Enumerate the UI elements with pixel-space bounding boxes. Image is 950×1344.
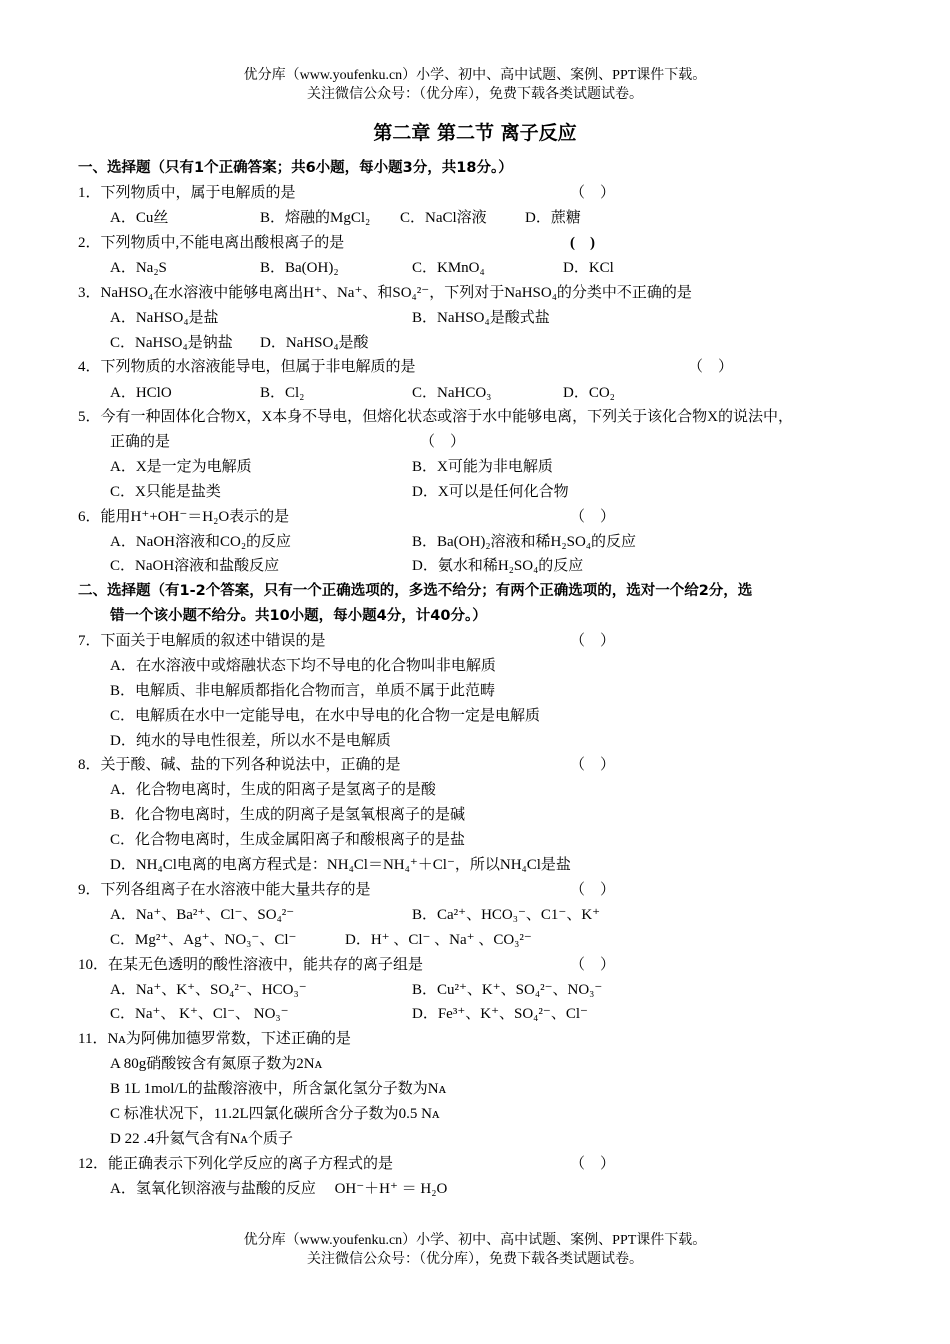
- question-5-cont: 正确的是: [110, 434, 171, 450]
- question-5: 5．今有一种固体化合物X，X本身不导电，但熔化状态或溶于水中能够电离，下列关于该化合物X的说法中，: [78, 409, 794, 425]
- q4-option-d: D．CO₂: [563, 385, 615, 401]
- q9-option-b: B．Ca²⁺、HCO₃⁻、C1⁻、K⁺: [412, 907, 601, 923]
- answer-bracket-4: （ ）: [688, 359, 734, 375]
- question-4: 4．下列物质的水溶液能导电，但属于非电解质的是: [78, 359, 416, 375]
- q10-option-c: C．Na⁺、 K⁺、Cl⁻、 NO₃⁻: [110, 1006, 289, 1022]
- q7-option-b: B．电解质、非电解质都指化合物而言，单质不属于此范畴: [110, 683, 496, 699]
- answer-bracket-1: （ ）: [570, 185, 616, 201]
- question-7: 7．下面关于电解质的叙述中错误的是: [78, 633, 326, 649]
- q8-option-b: B．化合物电离时，生成的阴离子是氢氧根离子的是碱: [110, 807, 466, 823]
- q11-option-d: D 22 .4升氦气含有Nᴀ个质子: [110, 1131, 293, 1147]
- question-1: 1．下列物质中，属于电解质的是: [78, 185, 296, 201]
- answer-bracket-5: （ ）: [420, 434, 466, 450]
- question-8: 8．关于酸、碱、盐的下列各种说法中，正确的是: [78, 757, 401, 773]
- q10-option-b: B．Cu²⁺、K⁺、SO₄²⁻、NO₃⁻: [412, 982, 603, 998]
- footer-line-2: 关注微信公众号：（优分库），免费下载各类试题试卷。: [307, 1252, 643, 1267]
- question-12: 12．能正确表示下列化学反应的离子方程式的是: [78, 1156, 394, 1172]
- answer-bracket-9: （ ）: [570, 882, 616, 898]
- q10-option-d: D．Fe³⁺、K⁺、SO₄²⁻、Cl⁻: [412, 1006, 588, 1022]
- answer-bracket-10: （ ）: [570, 957, 616, 973]
- q3-option-a: A．NaHSO₄是盐: [110, 310, 219, 326]
- q10-option-a: A．Na⁺、K⁺、SO₄²⁻、HCO₃⁻: [110, 982, 307, 998]
- q7-option-d: D．纯水的导电性很差，所以水不是电解质: [110, 733, 391, 749]
- q4-option-c: C．NaHCO₃: [412, 385, 492, 401]
- question-10: 10．在某无色透明的酸性溶液中，能共存的离子组是: [78, 957, 424, 973]
- footer-line-1: 优分库（www.youfenku.cn）小学、初中、高中试题、案例、PPT课件下载。: [243, 1233, 707, 1248]
- q6-option-b: B．Ba(OH)₂溶液和稀H₂SO₄的反应: [412, 534, 637, 550]
- q9-option-a: A．Na⁺、Ba²⁺、Cl⁻、SO₄²⁻: [110, 907, 295, 923]
- q2-option-c: C．KMnO₄: [412, 260, 485, 276]
- q1-option-d: D．蔗糖: [525, 210, 581, 226]
- q1-option-c: C．NaCl溶液: [400, 210, 487, 226]
- q11-option-a: A 80g硝酸铵含有氮原子数为2Nᴀ: [110, 1056, 323, 1072]
- q7-option-c: C．电解质在水中一定能导电，在水中导电的化合物一定是电解质: [110, 708, 541, 724]
- section-2-heading-line-1: 二、选择题（有1-2个答案，只有一个正确选项的，多选不给分；有两个正确选项的，选对一个给2分，选: [78, 583, 753, 599]
- q8-option-c: C．化合物电离时，生成金属阳离子和酸根离子的是盐: [110, 832, 466, 848]
- q11-option-b: B 1L 1mol/L的盐酸溶液中，所含氯化氢分子数为Nᴀ: [110, 1081, 447, 1097]
- section-2-heading-line-2: 错一个该小题不给分。共10小题，每小题4分，计40分。）: [110, 608, 487, 624]
- q4-option-b: B．Cl₂: [260, 385, 305, 401]
- q5-option-b: B．X可能为非电解质: [412, 459, 553, 475]
- answer-bracket-8: （ ）: [570, 757, 616, 773]
- q11-option-c: C 标准状况下，11.2L四氯化碳所含分子数为0.5 Nᴀ: [110, 1106, 440, 1122]
- q3-option-b: B．NaHSO₄是酸式盐: [412, 310, 550, 326]
- answer-bracket-2: ( ): [570, 235, 595, 251]
- q2-option-b: B．Ba(OH)₂: [260, 260, 339, 276]
- q1-option-b: B．熔融的MgCl₂: [260, 210, 371, 226]
- question-11: 11．Nᴀ为阿佛加德罗常数，下述正确的是: [78, 1031, 351, 1047]
- header-line-2: 关注微信公众号：（优分库），免费下载各类试题试卷。: [307, 87, 643, 102]
- answer-bracket-6: （ ）: [570, 509, 616, 525]
- section-1-heading: 一、选择题（只有1个正确答案；共6小题，每小题3分，共18分。）: [78, 160, 513, 176]
- answer-bracket-12: （ ）: [570, 1156, 616, 1172]
- page-title: 第二章 第二节 离子反应: [373, 122, 577, 144]
- q5-option-a: A．X是一定为电解质: [110, 459, 252, 475]
- q9-option-d: D．H⁺ 、Cl⁻ 、Na⁺ 、CO₃²⁻: [345, 932, 532, 948]
- q8-option-d: D．NH₄Cl电离的电离方程式是：NH₄Cl＝NH₄⁺＋Cl⁻，所以NH₄Cl是盐: [110, 857, 571, 873]
- q5-option-d: D．X可以是任何化合物: [412, 484, 569, 500]
- q8-option-a: A．化合物电离时，生成的阳离子是氢离子的是酸: [110, 782, 436, 798]
- q4-option-a: A．HClO: [110, 385, 172, 401]
- question-6: 6．能用H⁺+OH⁻＝H₂O表示的是: [78, 509, 290, 525]
- q9-option-c: C．Mg²⁺、Ag⁺、NO₃⁻、Cl⁻: [110, 932, 297, 948]
- question-9: 9．下列各组离子在水溶液中能大量共存的是: [78, 882, 371, 898]
- q12-option-a: A．氢氧化钡溶液与盐酸的反应 OH⁻＋H⁺ ＝ H₂O: [110, 1181, 448, 1197]
- q6-option-c: C．NaOH溶液和盐酸反应: [110, 558, 280, 574]
- q6-option-d: D．氨水和稀H₂SO₄的反应: [412, 558, 584, 574]
- q2-option-a: A．Na₂S: [110, 260, 167, 276]
- q6-option-a: A．NaOH溶液和CO₂的反应: [110, 534, 292, 550]
- q3-option-c: C．NaHSO₄是钠盐: [110, 335, 233, 351]
- q5-option-c: C．X只能是盐类: [110, 484, 221, 500]
- header-line-1: 优分库（www.youfenku.cn）小学、初中、高中试题、案例、PPT课件下载。: [243, 68, 707, 83]
- q1-option-a: A．Cu丝: [110, 210, 169, 226]
- answer-bracket-7: （ ）: [570, 633, 616, 649]
- question-2: 2．下列物质中,不能电离出酸根离子的是: [78, 235, 345, 251]
- q2-option-d: D．KCl: [563, 260, 614, 276]
- question-3: 3．NaHSO₄在水溶液中能够电离出H⁺、Na⁺、和SO₄²⁻，下列对于NaHSO₄的分类中不正确的是: [78, 285, 692, 301]
- q7-option-a: A．在水溶液中或熔融状态下均不导电的化合物叫非电解质: [110, 658, 496, 674]
- q3-option-d: D．NaHSO₄是酸: [260, 335, 369, 351]
